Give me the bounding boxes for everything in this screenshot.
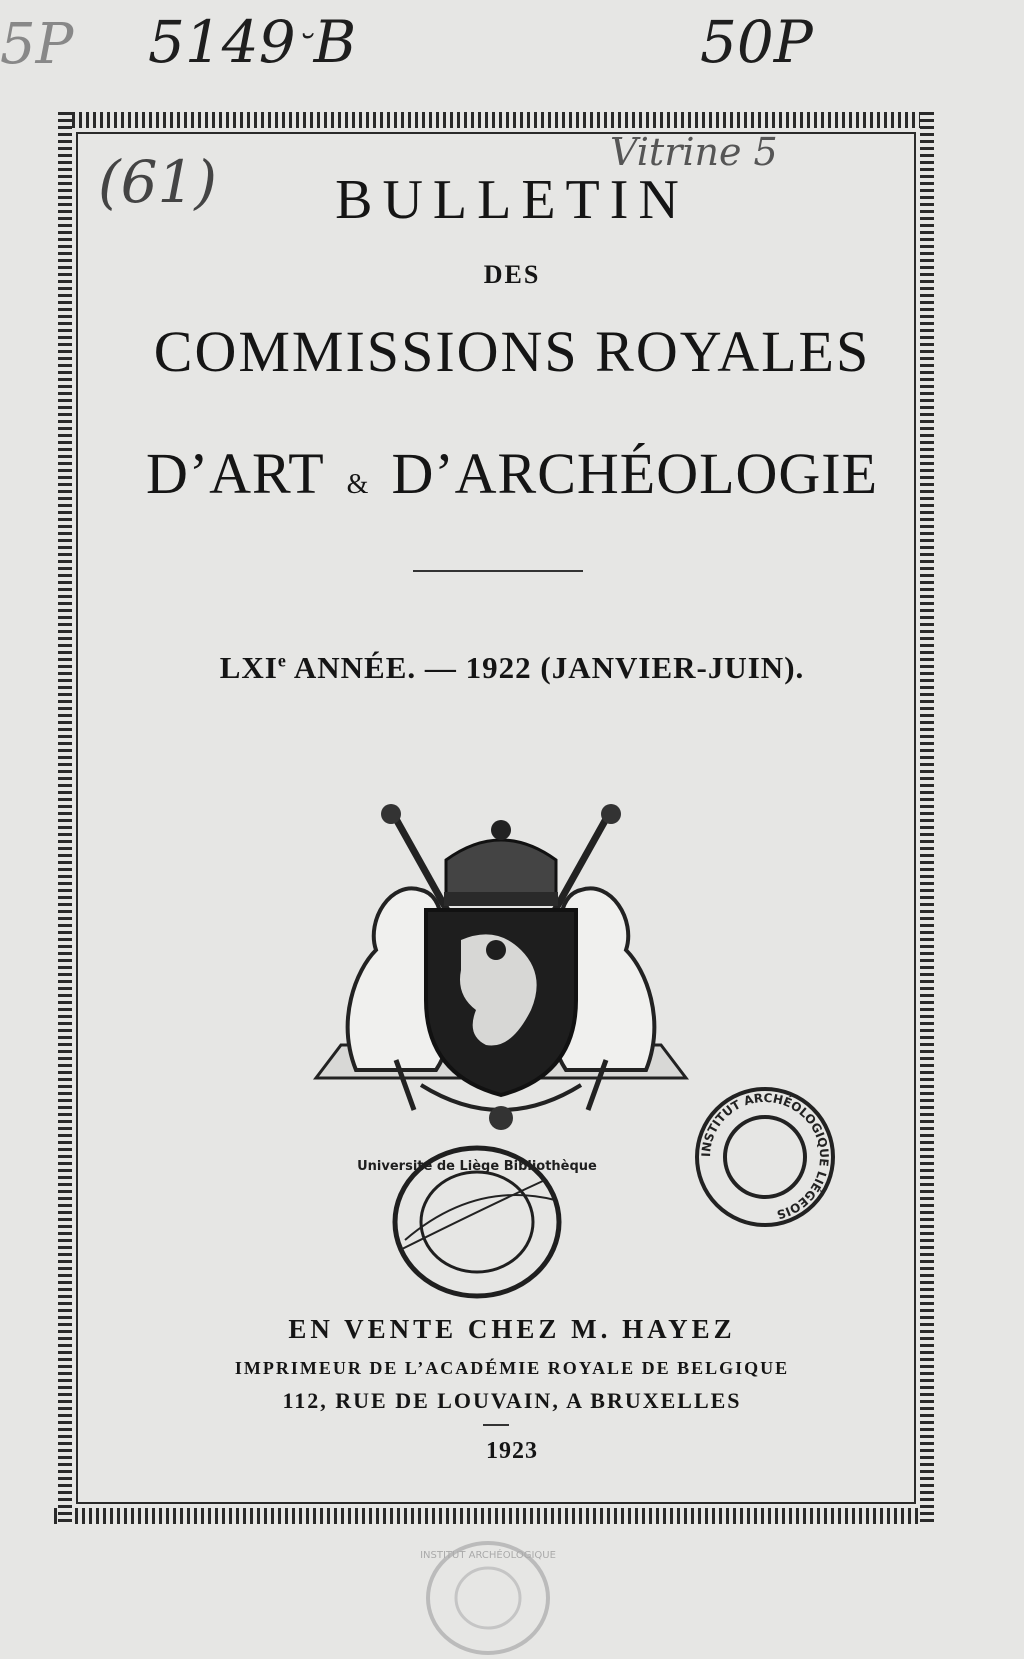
stamp-faint-text: INSTITUT ARCHÉOLOGIQUE — [420, 1550, 556, 1561]
handwritten-call-number: 50P — [700, 8, 813, 76]
title-commissions: COMMISSIONS ROYALES — [153, 319, 871, 384]
publication-year: 1923 — [486, 1438, 538, 1464]
handwritten-vitrine: Vitrine 5 — [610, 130, 778, 174]
handwritten-shelfmark: 5149˘B — [148, 8, 357, 76]
title-rule — [413, 570, 583, 572]
stamp-university-text: Université de Liège Bibliothèque — [357, 1159, 597, 1174]
publisher-rule — [483, 1424, 509, 1426]
title-bulletin: BULLETIN — [335, 169, 689, 231]
university-library-stamp — [357, 1140, 597, 1305]
title-ampersand: & — [346, 469, 370, 500]
institut-archeologique-stamp — [690, 1082, 840, 1232]
faint-bottom-stamp — [418, 1536, 558, 1656]
publisher-address: 112, RUE DE LOUVAIN, A BRUXELLES — [282, 1388, 742, 1413]
publisher-imprimeur: IMPRIMEUR DE L’ACADÉMIE ROYALE DE BELGIQUE — [234, 1358, 790, 1378]
svg-text:INSTITUT ARCHÉOLOGIQUE LIÉGEOI — [699, 1091, 831, 1222]
edition-line: LXIe ANNÉE. — 1922 (JANVIER-JUIN). — [219, 650, 805, 685]
title-art: D’ART — [145, 441, 325, 506]
coat-of-arms-emblem — [296, 800, 706, 1160]
title-des: DES — [483, 260, 541, 289]
stamp-institut-text: INSTITUT ARCHÉOLOGIQUE LIÉGEOIS — [698, 1090, 832, 1222]
title-archeologie: D’ARCHÉOLOGIE — [391, 441, 879, 506]
publisher-vente: EN VENTE CHEZ M. HAYEZ — [288, 1314, 736, 1344]
handwritten-parenthesis: (61) — [98, 148, 218, 216]
handwritten-margin-mark: 5P — [0, 12, 74, 77]
title-art-archeologie — [0, 440, 1024, 507]
